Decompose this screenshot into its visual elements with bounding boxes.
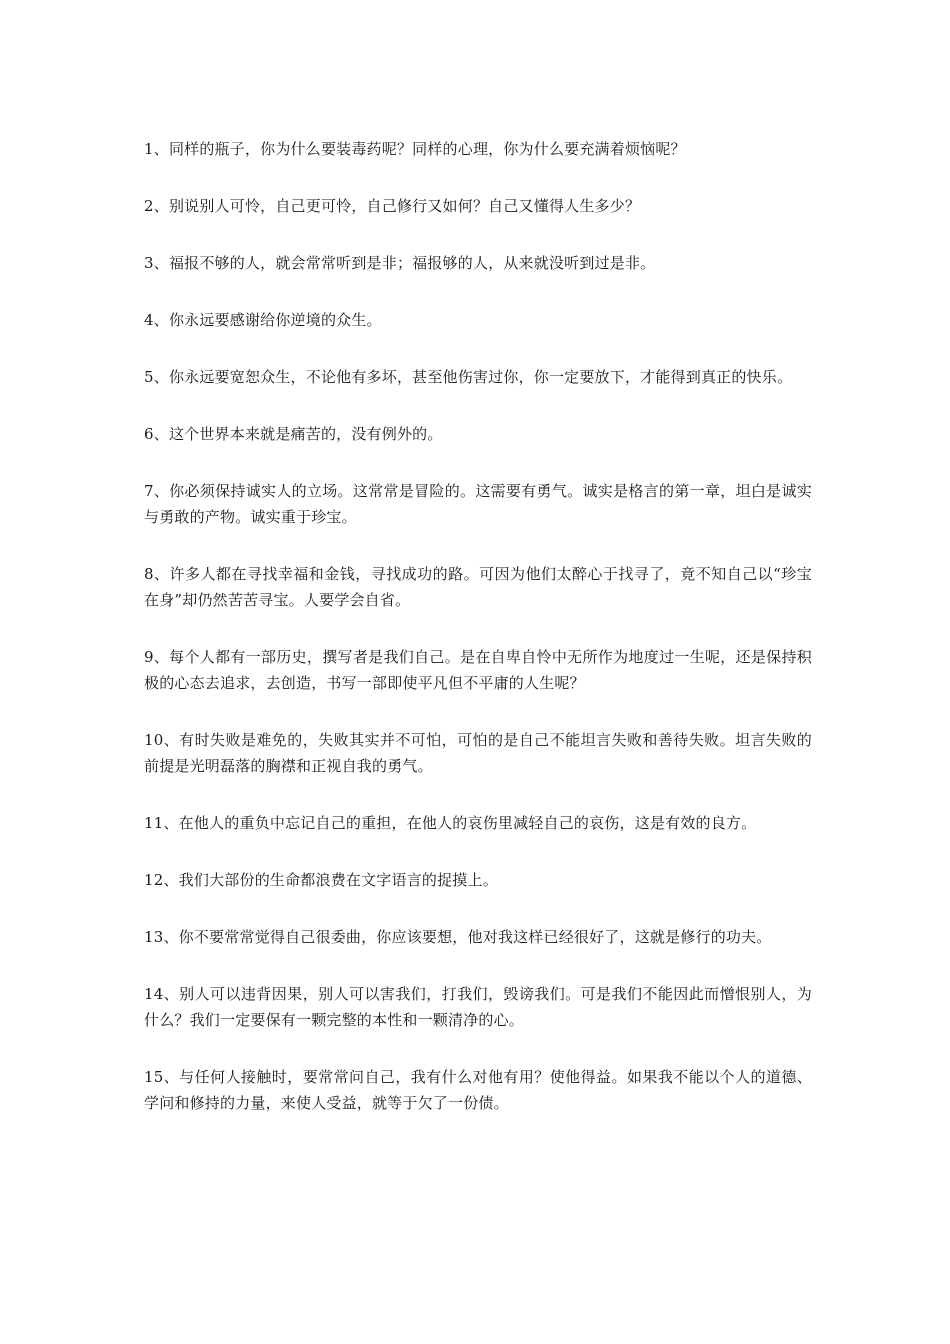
paragraph-14: 14、别人可以违背因果，别人可以害我们，打我们，毁谤我们。可是我们不能因此而憎恨别人，为什么？我们一定要保有一颗完整的本性和一颗清净的心。	[144, 985, 812, 1029]
paragraph-9: 9、每个人都有一部历史，撰写者是我们自己。是在自卑自怜中无所作为地度过一生呢，还是保持积极的心态去追求，去创造，书写一部即使平凡但不平庸的人生呢？	[144, 648, 812, 692]
paragraph-10: 10、有时失败是难免的，失败其实并不可怕，可怕的是自己不能坦言失败和善待失败。坦言失败的前提是光明磊落的胸襟和正视自我的勇气。	[144, 731, 812, 775]
paragraph-8: 8、许多人都在寻找幸福和金钱，寻找成功的路。可因为他们太醉心于找寻了，竟不知自己以“珍宝在身”却仍然苦苦寻宝。人要学会自省。	[144, 565, 812, 609]
paragraph-3: 3、福报不够的人，就会常常听到是非；福报够的人，从来就没听到过是非。	[144, 254, 656, 272]
paragraph-12: 12、我们大部份的生命都浪费在文字语言的捉摸上。	[144, 871, 498, 889]
paragraph-1: 1、同样的瓶子，你为什么要装毒药呢？同样的心理，你为什么要充满着烦恼呢？	[144, 140, 686, 158]
paragraph-4: 4、你永远要感谢给你逆境的众生。	[144, 311, 382, 329]
paragraph-11: 11、在他人的重负中忘记自己的重担，在他人的哀伤里减轻自己的哀伤，这是有效的良方。	[144, 814, 757, 832]
document-body	[144, 136, 812, 1147]
paragraph-5: 5、你永远要宽恕众生，不论他有多坏，甚至他伤害过你，你一定要放下，才能得到真正的快乐。	[144, 368, 793, 386]
paragraph-6: 6、这个世界本来就是痛苦的，没有例外的。	[144, 425, 443, 443]
paragraph-13: 13、你不要常常觉得自己很委曲，你应该要想，他对我这样已经很好了，这就是修行的功夫。	[144, 928, 772, 946]
paragraph-7: 7、你必须保持诚实人的立场。这常常是冒险的。这需要有勇气。诚实是格言的第一章，坦白是诚实与勇敢的产物。诚实重于珍宝。	[144, 482, 812, 526]
paragraph-2: 2、别说别人可怜，自己更可怜，自己修行又如何？自己又懂得人生多少？	[144, 197, 641, 215]
paragraph-15: 15、与任何人接触时，要常常问自己，我有什么对他有用？使他得益。如果我不能以个人的道德、学问和修持的力量，来使人受益，就等于欠了一份债。	[144, 1068, 812, 1112]
